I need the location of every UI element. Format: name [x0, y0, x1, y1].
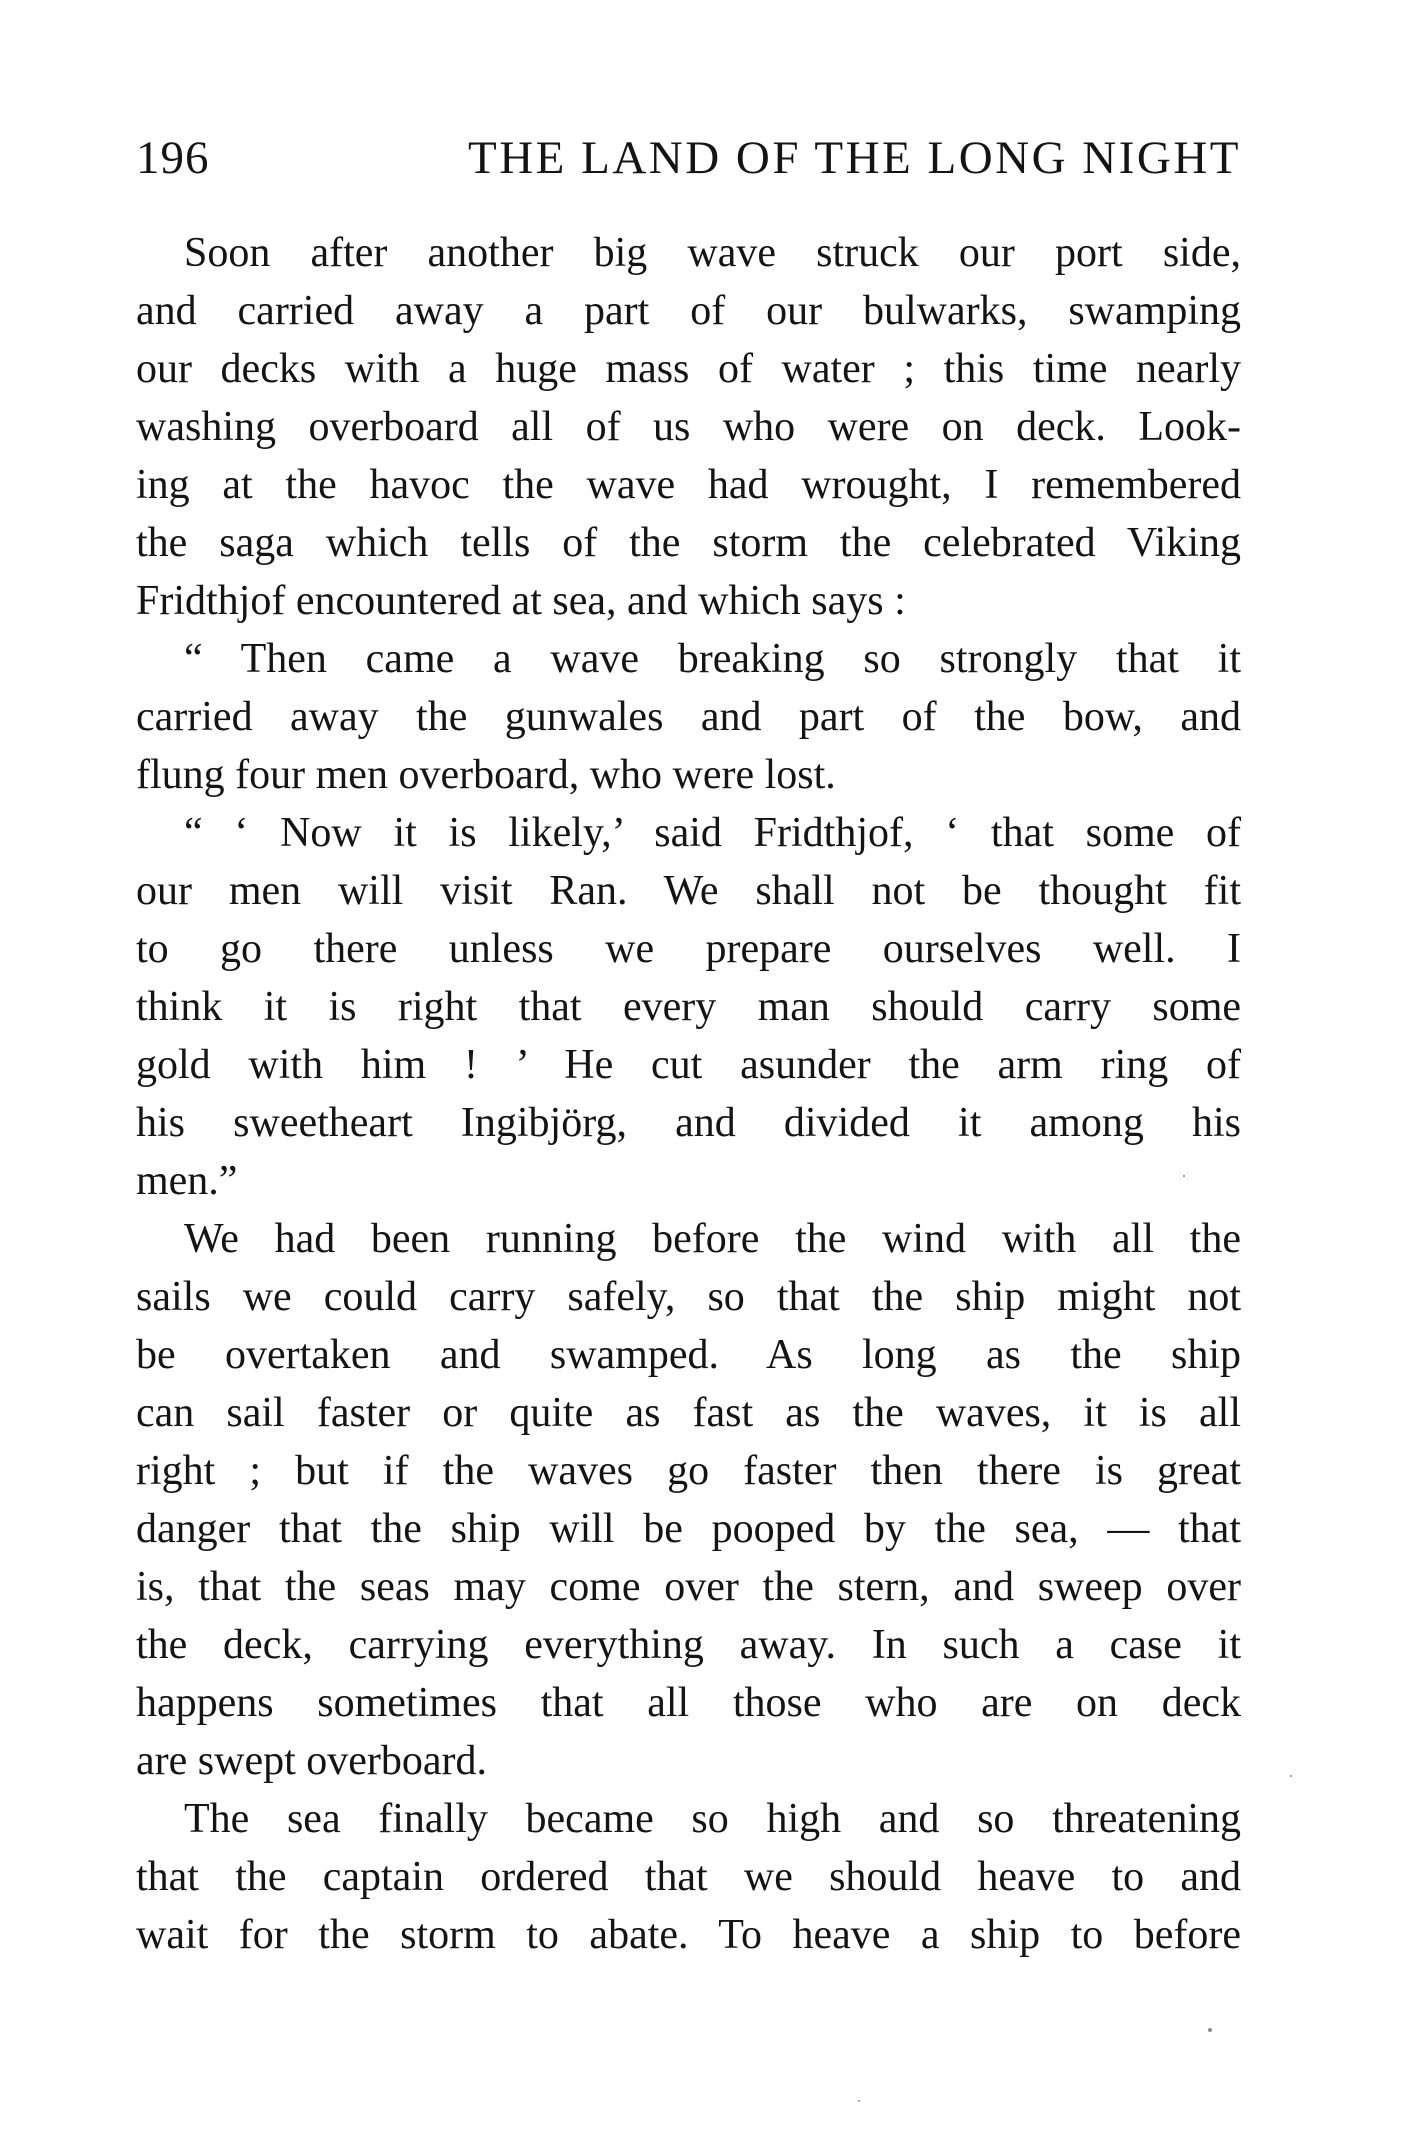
text-line: the saga which tells of the storm the celebrated Viking [136, 520, 1241, 566]
paper-speck [858, 2100, 860, 2102]
text-line: “ ‘ Now it is likely,’ said Fridthjof, ‘ that some of [184, 810, 1241, 856]
running-head [136, 128, 1241, 188]
text-line: to go there unless we prepare ourselves well. I [136, 926, 1241, 972]
text-line: the deck, carrying everything away. In such a case it [136, 1622, 1241, 1668]
text-line: be overtaken and swamped. As long as the ship [136, 1332, 1241, 1378]
running-title: THE LAND OF THE LONG NIGHT [468, 132, 1241, 184]
text-line: “ Then came a wave breaking so strongly that it [184, 636, 1241, 682]
text-line: are swept overboard. [136, 1738, 488, 1784]
text-line: gold with him ! ’ He cut asunder the arm ring of [136, 1042, 1241, 1088]
text-line: men.” [136, 1158, 238, 1204]
paper-speck [1183, 1175, 1185, 1177]
text-line: We had been running before the wind with all the [184, 1216, 1241, 1262]
text-line: washing overboard all of us who were on deck. Look- [136, 404, 1241, 450]
text-line: flung four men overboard, who were lost. [136, 752, 836, 798]
text-line: Fridthjof encountered at sea, and which says : [136, 578, 906, 624]
text-line: carried away the gunwales and part of the bow, and [136, 694, 1241, 740]
text-line: happens sometimes that all those who are on deck [136, 1680, 1241, 1726]
text-line: The sea finally became so high and so threatening [184, 1796, 1241, 1842]
text-line: and carried away a part of our bulwarks, swamping [136, 288, 1241, 334]
paper-speck [1290, 1775, 1292, 1777]
text-line: is, that the seas may come over the stern, and sweep over [136, 1564, 1241, 1610]
paper-speck [1208, 2028, 1212, 2032]
text-line: his sweetheart Ingibjörg, and divided it among his [136, 1100, 1241, 1146]
text-line: sails we could carry safely, so that the ship might not [136, 1274, 1241, 1320]
text-line: think it is right that every man should carry some [136, 984, 1241, 1030]
text-line: Soon after another big wave struck our port side, [184, 230, 1241, 276]
text-line: our decks with a huge mass of water ; this time nearly [136, 346, 1241, 392]
text-line: can sail faster or quite as fast as the waves, it is all [136, 1390, 1241, 1436]
text-line: wait for the storm to abate. To heave a ship to before [136, 1912, 1241, 1958]
text-line: our men will visit Ran. We shall not be thought fit [136, 868, 1241, 914]
text-line: right ; but if the waves go faster then there is great [136, 1448, 1241, 1494]
body-text [136, 224, 1241, 1964]
text-line: ing at the havoc the wave had wrought, I remembered [136, 462, 1241, 508]
text-line: danger that the ship will be pooped by the sea, — that [136, 1506, 1241, 1552]
page-number: 196 [136, 132, 210, 184]
text-line: that the captain ordered that we should heave to and [136, 1854, 1241, 1900]
